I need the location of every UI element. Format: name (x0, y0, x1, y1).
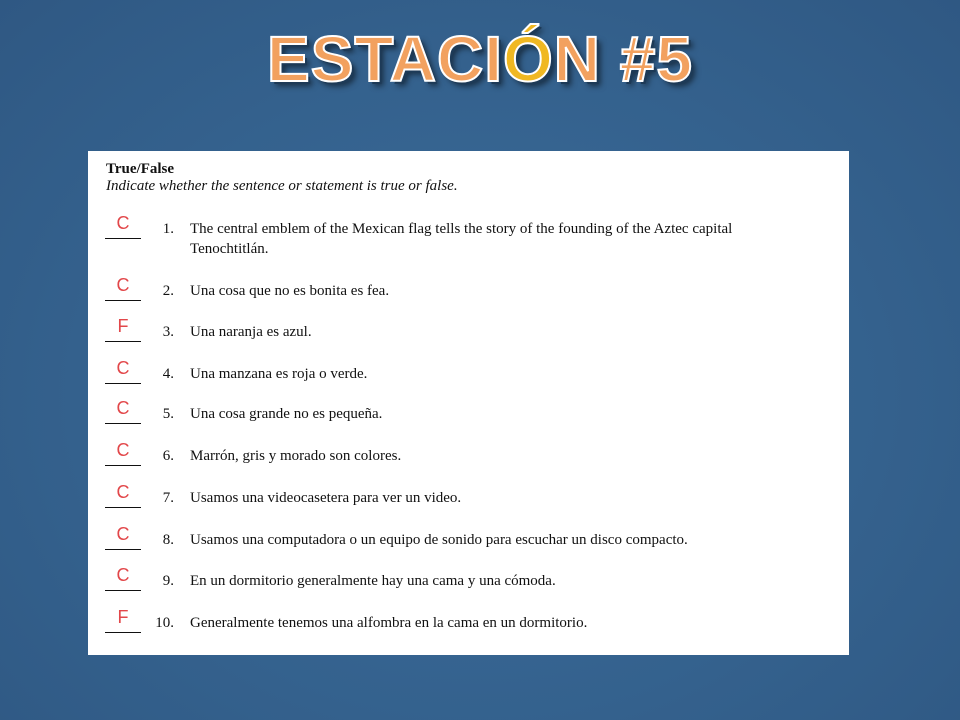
question-text: The central emblem of the Mexican flag tells the story of the founding of the Aztec capital Tenochtitlán. (190, 221, 733, 257)
question-text: Una naranja es azul. (190, 324, 312, 340)
answer-mark: C (116, 524, 130, 544)
answer-mark: C (116, 565, 130, 585)
question-number: 7. (162, 490, 174, 506)
question-text: Una cosa que no es bonita es fea. (190, 283, 390, 299)
question-number: 2. (162, 283, 174, 299)
answer-mark: F (117, 607, 129, 627)
question-number: 3. (162, 324, 174, 340)
title-rest: N #5 (553, 23, 693, 95)
question-text: Generalmente tenemos una alfombra en la cama en un dormitorio. (190, 615, 588, 631)
title-main: ESTACI (267, 23, 503, 95)
answer-mark: F (117, 316, 129, 336)
answer-mark: C (116, 398, 130, 418)
slide-title (0, 22, 960, 96)
question-text: Usamos una computadora o un equipo de sonido para escuchar un disco compacto. (190, 532, 688, 548)
question-number: 5. (162, 406, 174, 422)
answer-mark: C (116, 440, 130, 460)
worksheet-image (88, 151, 849, 655)
question-text: Usamos una videocasetera para ver un video. (190, 490, 462, 506)
answer-mark: C (116, 482, 130, 502)
title-accent-letter: Ó (502, 23, 554, 95)
worksheet-instruction: Indicate whether the sentence or statement is true or false. (106, 178, 458, 194)
question-number: 6. (162, 448, 174, 464)
answer-mark: C (116, 275, 130, 295)
answer-mark: C (116, 358, 130, 378)
question-number: 9. (162, 573, 174, 589)
question-number: 1. (162, 221, 174, 237)
question-number: 10. (155, 615, 174, 631)
question-number: 8. (162, 532, 174, 548)
question-text: Marrón, gris y morado son colores. (190, 448, 402, 464)
question-number: 4. (162, 366, 174, 382)
question-text: En un dormitorio generalmente hay una cama y una cómoda. (190, 573, 556, 589)
question-text: Una cosa grande no es pequeña. (190, 406, 383, 422)
answer-mark: C (116, 213, 130, 233)
question-text: Una manzana es roja o verde. (190, 366, 368, 382)
worksheet-heading: True/False (106, 161, 175, 177)
